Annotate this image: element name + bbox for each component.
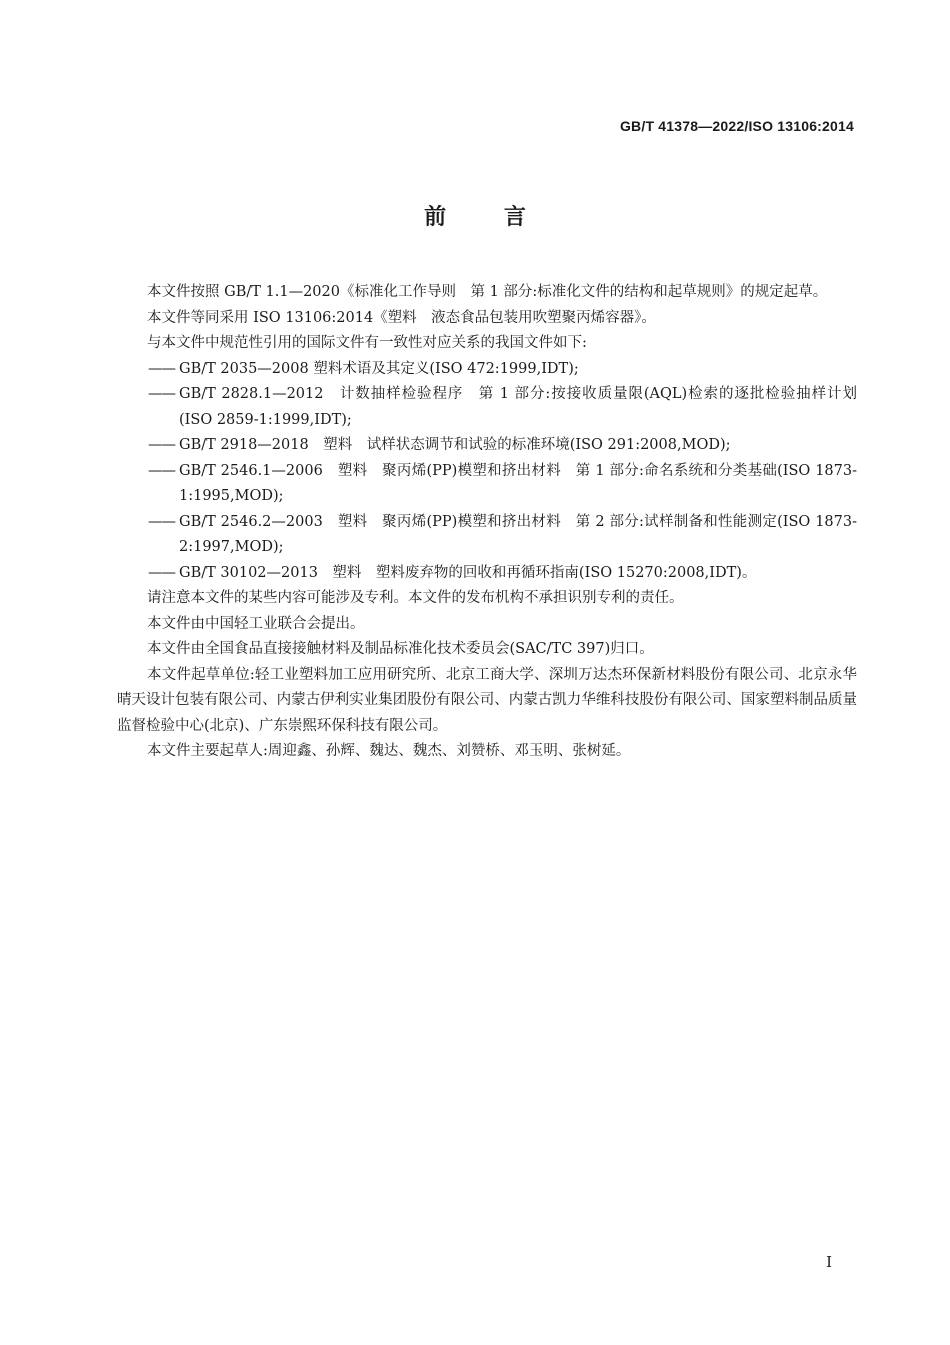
reference-item xyxy=(117,433,857,459)
reference-item xyxy=(117,357,857,383)
page-number: I xyxy=(826,1253,832,1271)
reference-text: GB/T 2546.2—2003 塑料 聚丙烯(PP)模塑和挤出材料 第 2 部分:试样制备和性能测定(ISO 1873-2:1997,MOD); xyxy=(179,513,857,555)
paragraph-committee: 本文件由全国食品直接接触材料及制品标准化技术委员会(SAC/TC 397)归口。 xyxy=(147,641,654,657)
paragraph-references-intro: 与本文件中规范性引用的国际文件有一致性对应关系的我国文件如下: xyxy=(147,335,587,351)
reference-text: GB/T 30102—2013 塑料 塑料废弃物的回收和再循环指南(ISO 15270:2008,IDT)。 xyxy=(179,564,757,581)
reference-text: GB/T 2918—2018 塑料 试样状态调节和试验的标准环境(ISO 291:2008,MOD); xyxy=(179,437,731,453)
paragraph-drafting-units: 本文件起草单位:轻工业塑料加工应用研究所、北京工商大学、深圳万达杰环保新材料股份有限公司、北京永华晴天设计包装有限公司、内蒙古伊利实业集团股份有限公司、内蒙古凯力华维科技股份有限公司、国家塑料制品质量监督检验中心(北京)、广东崇熙环保科技有限公司。 xyxy=(117,666,857,734)
reference-item xyxy=(117,510,857,561)
reference-item xyxy=(117,382,857,433)
dash-marker xyxy=(117,459,179,510)
dash-marker xyxy=(117,382,179,433)
paragraph-drafting-rules: 本文件按照 GB/T 1.1—2020《标准化工作导则 第 1 部分:标准化文件的结构和起草规则》的规定起草。 xyxy=(147,284,828,300)
paragraph-patent-notice: 请注意本文件的某些内容可能涉及专利。本文件的发布机构不承担识别专利的责任。 xyxy=(147,590,684,606)
reference-item xyxy=(117,561,857,587)
paragraph-iso-adoption: 本文件等同采用 ISO 13106:2014《塑料 液态食品包装用吹塑聚丙烯容器》。 xyxy=(147,309,656,326)
dash-marker xyxy=(117,510,179,561)
dash-marker xyxy=(117,433,179,459)
reference-text: GB/T 2035—2008 塑料术语及其定义(ISO 472:1999,IDT); xyxy=(179,360,579,377)
reference-text: GB/T 2828.1—2012 计数抽样检验程序 第 1 部分:按接收质量限(AQL)检索的逐批检验抽样计划(ISO 2859-1:1999,IDT); xyxy=(179,386,857,428)
dash-marker xyxy=(117,357,179,383)
dash-marker xyxy=(117,561,179,587)
page-title: 前 言 xyxy=(424,205,526,230)
paragraph-drafters: 本文件主要起草人:周迎鑫、孙辉、魏达、魏杰、刘赞桥、邓玉明、张树延。 xyxy=(147,743,631,759)
foreword-body xyxy=(117,280,857,765)
reference-text: GB/T 2546.1—2006 塑料 聚丙烯(PP)模塑和挤出材料 第 1 部分:命名系统和分类基础(ISO 1873-1:1995,MOD); xyxy=(179,462,857,504)
paragraph-proposer: 本文件由中国轻工业联合会提出。 xyxy=(147,615,365,632)
reference-item xyxy=(117,459,857,510)
standard-code-header: GB/T 41378—2022/ISO 13106:2014 xyxy=(619,118,854,134)
